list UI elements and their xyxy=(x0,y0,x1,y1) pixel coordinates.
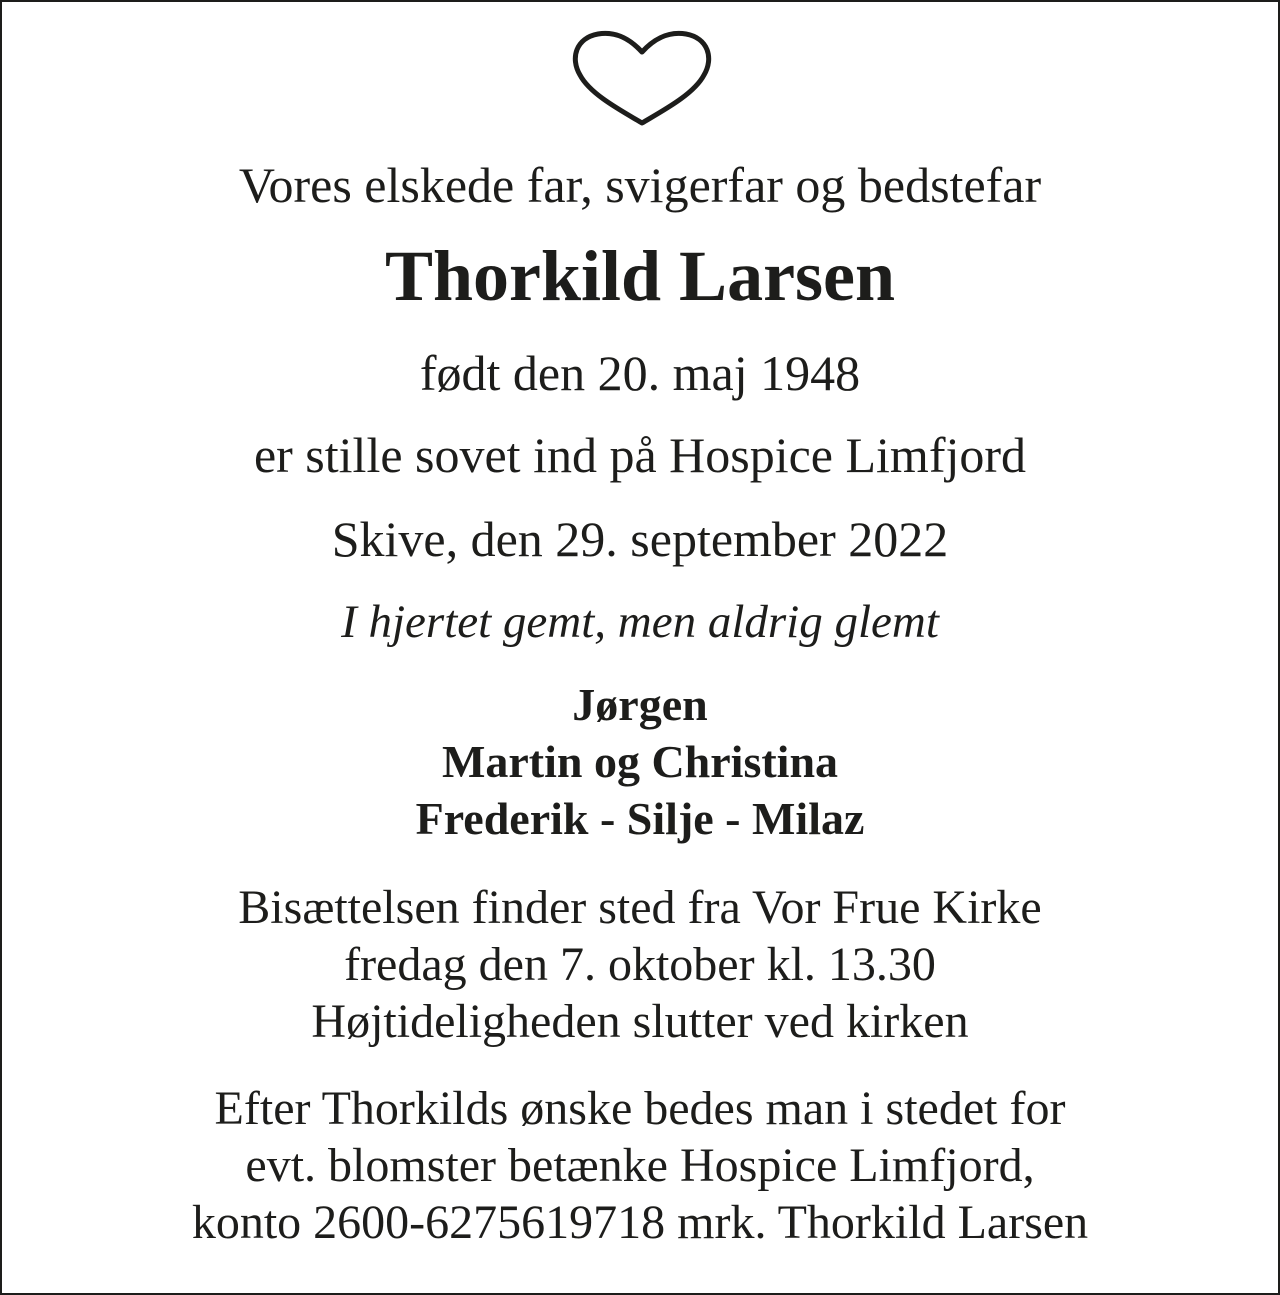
family-member-line: Frederik - Silje - Milaz xyxy=(415,793,865,844)
deceased-name: Thorkild Larsen xyxy=(384,236,896,316)
passing-text: er stille sovet ind på Hospice Limfjord xyxy=(253,427,1027,483)
memorial-quote: I hjertet gemt, men aldrig glemt xyxy=(341,596,939,648)
family-names xyxy=(2,676,1278,847)
donation-line: evt. blomster betænke Hospice Limfjord, xyxy=(245,1139,1035,1192)
funeral-detail-line: fredag den 7. oktober kl. 13.30 xyxy=(344,938,936,991)
intro-text: Vores elskede far, svigerfar og bedstefar xyxy=(238,157,1042,213)
donation-line: konto 2600-6275619718 mrk. Thorkild Larsen xyxy=(191,1196,1089,1249)
place-and-date-text: Skive, den 29. september 2022 xyxy=(331,511,949,567)
family-member-line: Martin og Christina xyxy=(441,736,839,787)
family-member-line: Jørgen xyxy=(572,679,708,730)
donation-line: Efter Thorkilds ønske bedes man i stedet for xyxy=(214,1082,1066,1135)
funeral-detail-line: Højtideligheden slutter ved kirken xyxy=(311,995,969,1048)
funeral-detail-line: Bisættelsen finder sted fra Vor Frue Kirke xyxy=(238,881,1042,934)
birth-date-text: født den 20. maj 1948 xyxy=(419,345,861,401)
funeral-details xyxy=(2,879,1278,1050)
heart-icon xyxy=(568,28,716,128)
donation-request xyxy=(2,1080,1278,1251)
